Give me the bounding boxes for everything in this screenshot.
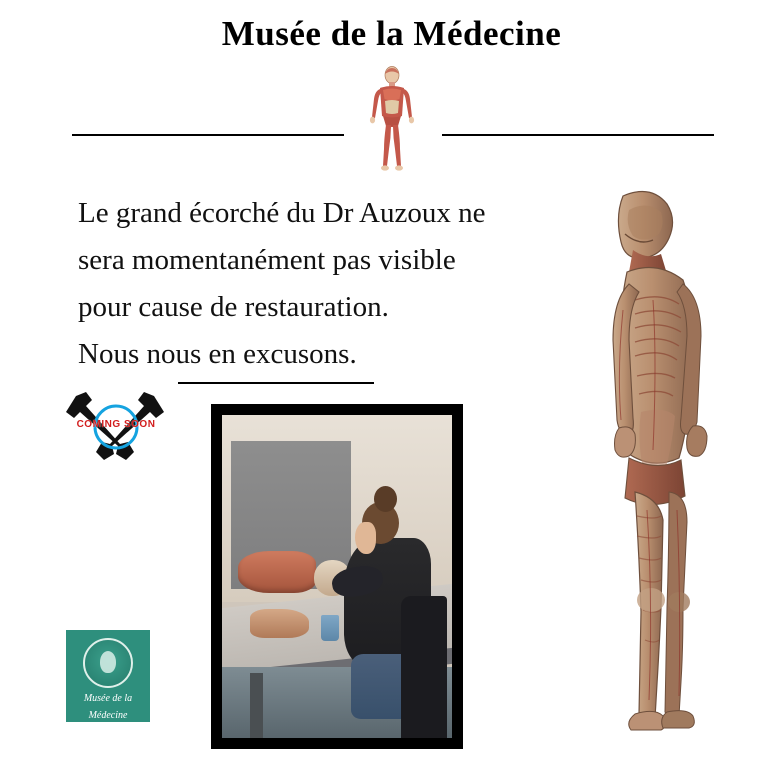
announcement-line-4: Nous nous en excusons.	[78, 338, 357, 370]
announcement-text	[78, 190, 598, 378]
restoration-photo-scene	[222, 415, 452, 738]
divider-below-text	[178, 382, 374, 384]
museum-logo-line-1: Musée de la	[83, 693, 133, 704]
announcement-line-2: sera momentanément pas visible	[78, 244, 456, 276]
photo-anatomical-piece-limb	[250, 609, 310, 638]
photo-paint-cup	[321, 615, 339, 641]
museum-logo-line-2: Médecine	[88, 710, 128, 721]
restoration-photo	[211, 404, 463, 749]
divider-right	[442, 134, 714, 136]
photo-chair	[401, 596, 447, 738]
photo-conservator-bun	[374, 486, 397, 512]
anatomical-body-icon	[364, 66, 420, 171]
announcement-line-1: Le grand écorché du Dr Auzoux ne	[78, 197, 486, 229]
photo-conservator-face	[355, 522, 376, 554]
page-title: Musée de la Médecine	[221, 14, 562, 53]
museum-logo	[66, 630, 150, 722]
photo-table-leg	[250, 673, 264, 738]
announcement-line-3: pour cause de restauration.	[78, 291, 389, 323]
ecorche-anatomical-model	[565, 180, 765, 740]
coming-soon-badge	[62, 388, 170, 466]
divider-left	[72, 134, 344, 136]
coming-soon-label: COMING SOON	[76, 419, 156, 430]
museum-seal-icon	[83, 638, 133, 688]
photo-anatomical-piece-torso	[238, 551, 316, 593]
